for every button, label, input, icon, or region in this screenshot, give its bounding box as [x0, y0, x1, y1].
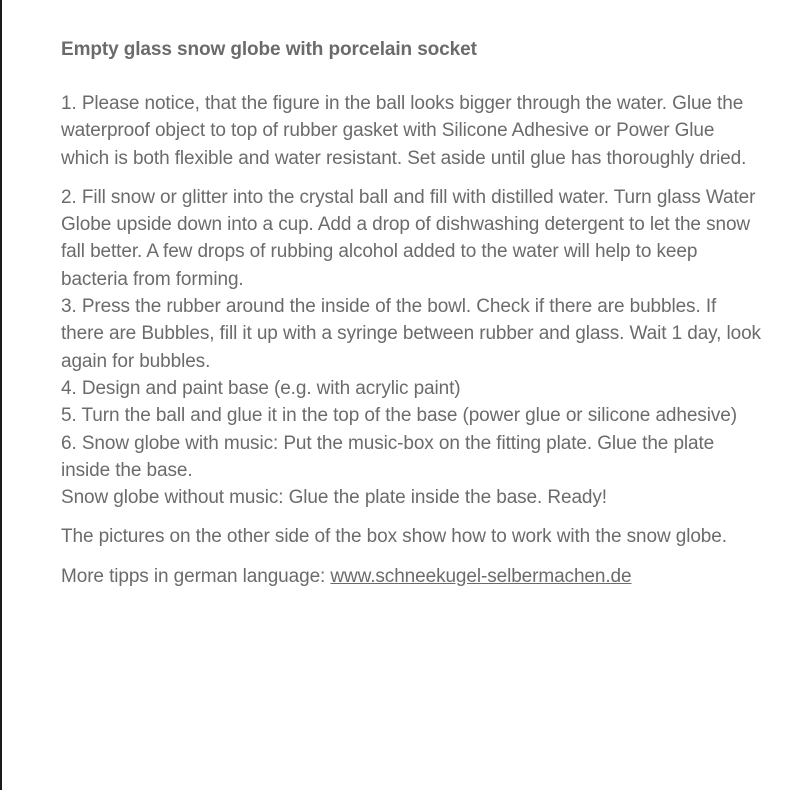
step-4: 4. Design and paint base (e.g. with acrylic paint) [61, 377, 461, 399]
pictures-note: The pictures on the other side of the box show how to work with the snow globe. [61, 526, 727, 548]
left-border-line [0, 0, 2, 790]
step-1: 1. Please notice, that the figure in the ball looks bigger through the water. Glue the waterproof object to top of rubber gasket with Silicone Adhesive or Power Glue which is both flexible and water resistant. Set aside until glue has thoroughly dried. [61, 93, 747, 169]
website-link[interactable]: www.schneekugel-selbermachen.de [330, 565, 632, 587]
more-tips [61, 563, 761, 590]
step-3: 3. Press the rubber around the inside of the bowl. Check if there are bubbles. If there are Bubbles, fill it up with a syringe between rubber and glass. Wait 1 day, look again for bubbles. [61, 296, 761, 372]
step-6: 6. Snow globe with music: Put the music-box on the fitting plate. Glue the plate inside the base. [61, 432, 715, 481]
instructions-document [61, 36, 761, 590]
more-tips-label: More tipps in german language: [61, 565, 331, 587]
no-music-note: Snow globe without music: Glue the plate inside the base. Ready! [61, 487, 607, 509]
step-5: 5. Turn the ball and glue it in the top of the base (power glue or silicone adhesive) [61, 405, 737, 427]
step-2: 2. Fill snow or glitter into the crystal ball and fill with distilled water. Turn glass Water Globe upside down into a cup. Add a drop of dishwashing detergent to let the snow fall better. A few drops of rubbing alcohol added to the water will help to keep bacteria from forming. [61, 186, 756, 290]
document-title: Empty glass snow globe with porcelain socket [61, 39, 477, 60]
